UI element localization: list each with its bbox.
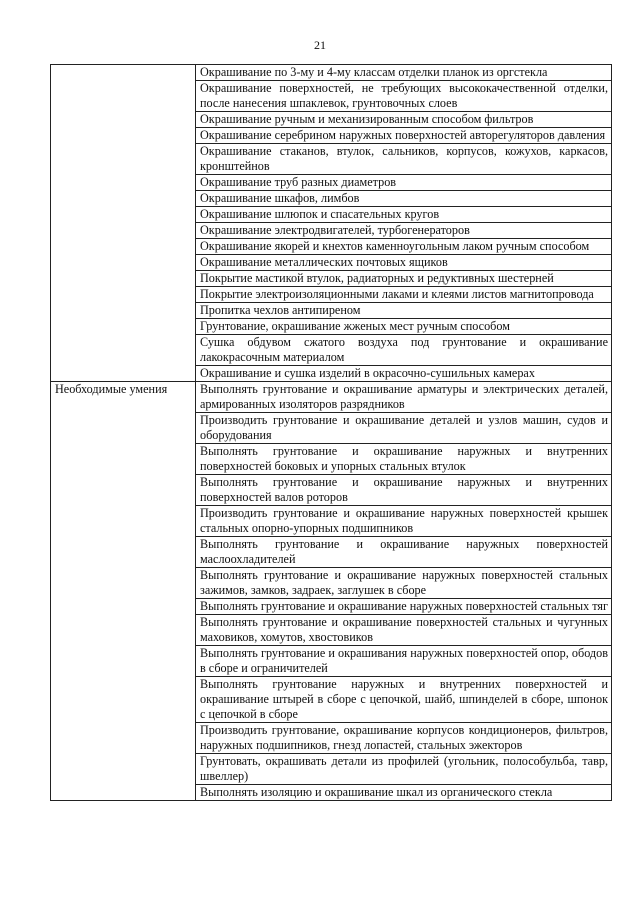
- table-cell-text: Сушка обдувом сжатого воздуха под грунтование и окрашивание лакокрасочным материалом: [196, 335, 612, 366]
- table-cell-text: Окрашивание ручным и механизированным способом фильтров: [196, 112, 612, 128]
- table-cell-text: Окрашивание серебрином наружных поверхностей авторегуляторов давления: [196, 128, 612, 144]
- table-row: [51, 382, 612, 413]
- table-cell-text: Производить грунтование, окрашивание корпусов кондиционеров, фильтров, наружных подшипников, гнезд лопастей, стальных эжекторов: [196, 723, 612, 754]
- table-cell-text: Грунтовать, окрашивать детали из профилей (угольник, полособульба, тавр, швеллер): [196, 754, 612, 785]
- table-cell-text: Окрашивание стаканов, втулок, сальников, корпусов, кожухов, каркасов, кронштейнов: [196, 144, 612, 175]
- table-cell-text: Выполнять грунтование и окрашивание наружных и внутренних поверхностей боковых и упорных стальных втулок: [196, 444, 612, 475]
- table-cell-text: Покрытие электроизоляционными лаками и клеями листов магнитопровода: [196, 287, 612, 303]
- table-cell-text: Окрашивание шлюпок и спасательных кругов: [196, 207, 612, 223]
- table-cell-text: Окрашивание поверхностей, не требующих высококачественной отделки, после нанесения шпаклевок, грунтовочных слоев: [196, 81, 612, 112]
- row-group-label: [51, 65, 196, 382]
- table-cell-text: Выполнять грунтование и окрашивание наружных и внутренних поверхностей валов роторов: [196, 475, 612, 506]
- table-cell-text: Пропитка чехлов антипиреном: [196, 303, 612, 319]
- table-cell-text: Выполнять грунтование и окрашивание поверхностей стальных и чугунных маховиков, хомутов, хвостовиков: [196, 615, 612, 646]
- table-cell-text: Окрашивание и сушка изделий в окрасочно-сушильных камерах: [196, 366, 612, 382]
- table-cell-text: Окрашивание якорей и кнехтов каменноугольным лаком ручным способом: [196, 239, 612, 255]
- page-number: 21: [314, 38, 326, 52]
- row-group-label: Необходимые умения: [51, 382, 196, 801]
- table-cell-text: Покрытие мастикой втулок, радиаторных и редуктивных шестерней: [196, 271, 612, 287]
- table-cell-text: Окрашивание электродвигателей, турбогенераторов: [196, 223, 612, 239]
- table-cell-text: Выполнять грунтование и окрашивания наружных поверхностей опор, ободов в сборе и ограничителей: [196, 646, 612, 677]
- table-cell-text: Окрашивание по 3-му и 4-му классам отделки планок из оргстекла: [196, 65, 612, 81]
- table-cell-text: Грунтование, окрашивание жженых мест ручным способом: [196, 319, 612, 335]
- table-cell-text: Окрашивание металлических почтовых ящиков: [196, 255, 612, 271]
- table-cell-text: Производить грунтование и окрашивание наружных поверхностей крышек стальных опорно-упорных подшипников: [196, 506, 612, 537]
- table-cell-text: Выполнять грунтование и окрашивание наружных поверхностей маслоохладителей: [196, 537, 612, 568]
- table-cell-text: Выполнять грунтование наружных и внутренних поверхностей и окрашивание штырей в сборе с цепочкой, шайб, шпинделей в сборе, шпонок с цепочкой в сборе: [196, 677, 612, 723]
- table-cell-text: Выполнять грунтование и окрашивание наружных поверхностей стальных зажимов, замков, задраек, заглушек в сборе: [196, 568, 612, 599]
- table-body: [51, 65, 612, 801]
- table-cell-text: Выполнять изоляцию и окрашивание шкал из органического стекла: [196, 785, 612, 801]
- requirements-table: [50, 64, 612, 801]
- table-cell-text: Выполнять грунтование и окрашивание наружных поверхностей стальных тяг: [196, 599, 612, 615]
- table-cell-text: Окрашивание шкафов, лимбов: [196, 191, 612, 207]
- table-row: [51, 65, 612, 81]
- table-cell-text: Выполнять грунтование и окрашивание арматуры и электрических деталей, армированных изоляторов разрядников: [196, 382, 612, 413]
- table-cell-text: Производить грунтование и окрашивание деталей и узлов машин, судов и оборудования: [196, 413, 612, 444]
- table-cell-text: Окрашивание труб разных диаметров: [196, 175, 612, 191]
